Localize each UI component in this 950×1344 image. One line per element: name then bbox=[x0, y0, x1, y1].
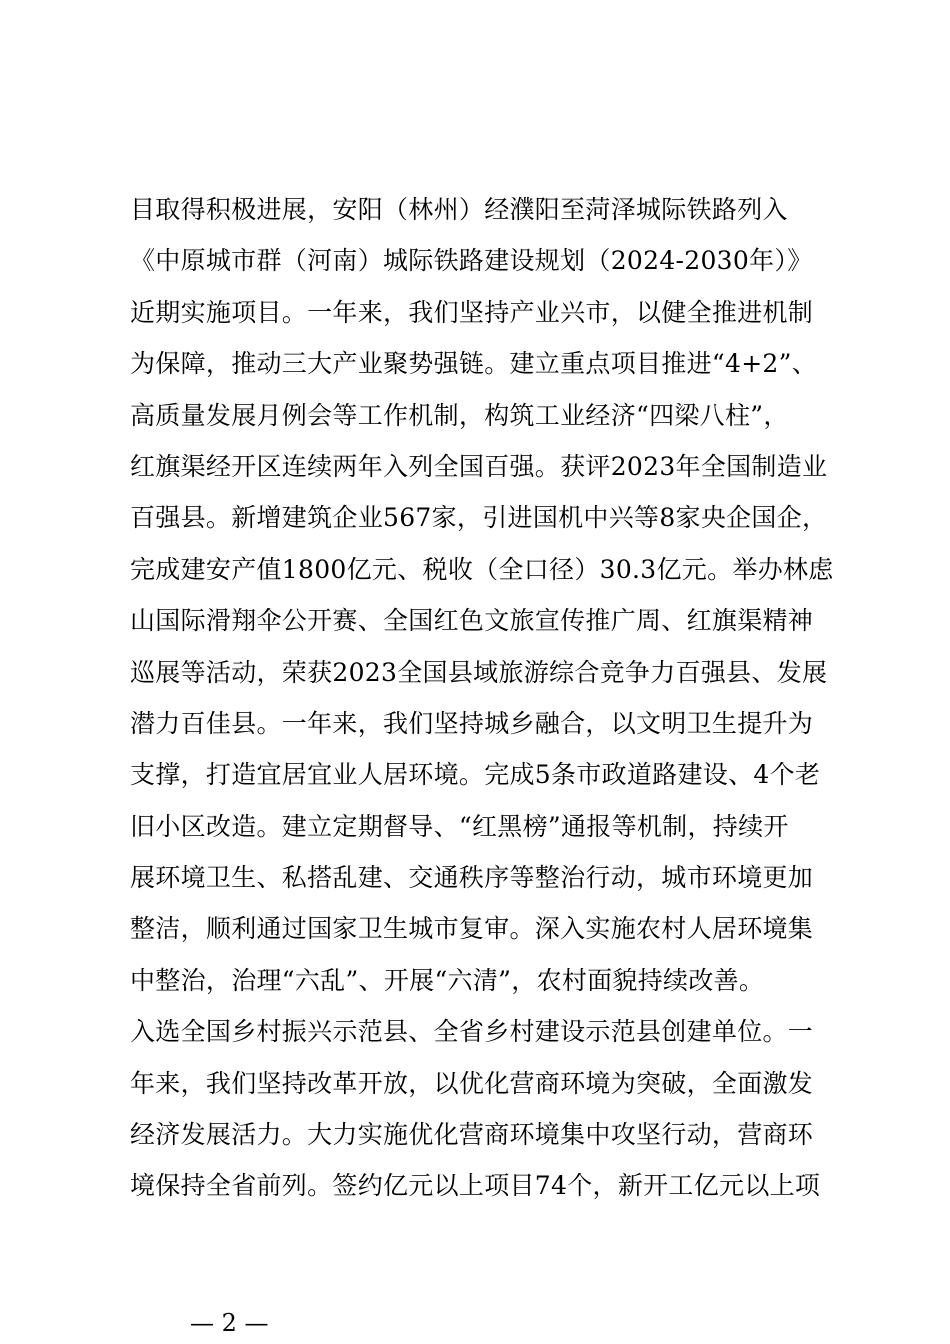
text-line: 整洁，顺利通过国家卫生城市复审。深入实施农村人居环境集 bbox=[130, 914, 814, 944]
text-line: 年来，我们坚持改革开放，以优化营商环境为突破，全面激发 bbox=[130, 1068, 814, 1098]
body-text bbox=[130, 184, 840, 1212]
text-line: 山国际滑翔伞公开赛、全国红色文旅宣传推广周、红旗渠精神 bbox=[130, 606, 814, 636]
text-line: 红旗渠经开区连续两年入列全国百强。获评2023年全国制造业 bbox=[130, 451, 828, 481]
text-line: 百强县。新增建筑企业567家，引进国机中兴等8家央企国企， bbox=[130, 503, 828, 533]
text-line: 近期实施项目。一年来，我们坚持产业兴市，以健全推进机制 bbox=[130, 297, 814, 327]
page-number: — 2 — bbox=[190, 1309, 269, 1337]
text-line: 完成建安产值1800亿元、税收（全口径）30.3亿元。举办林虑 bbox=[130, 554, 834, 584]
text-line: 为保障，推动三大产业聚势强链。建立重点项目推进“4+2”、 bbox=[130, 349, 818, 379]
text-line: 经济发展活力。大力实施优化营商环境集中攻坚行动，营商环 bbox=[130, 1120, 814, 1150]
text-line: 《中原城市群（河南）城际铁路建设规划（2024-2030年）》 bbox=[130, 246, 813, 276]
text-line: 目取得积极进展，安阳（林州）经濮阳至菏泽城际铁路列入 bbox=[130, 195, 788, 224]
text-line: 高质量发展月例会等工作机制，构筑工业经济“四梁八柱”， bbox=[130, 400, 789, 430]
text-line: 支撑，打造宜居宜业人居环境。完成5条市政道路建设、4个老 bbox=[130, 760, 821, 790]
text-line: 巡展等活动，荣获2023全国县域旅游综合竞争力百强县、发展 bbox=[130, 657, 828, 687]
text-line: 潜力百佳县。一年来，我们坚持城乡融合，以文明卫生提升为 bbox=[130, 708, 814, 738]
text-line: 境保持全省前列。签约亿元以上项目74个，新开工亿元以上项 bbox=[130, 1171, 821, 1201]
text-line: 展环境卫生、私搭乱建、交通秩序等整治行动，城市环境更加 bbox=[130, 863, 814, 893]
text-line: 旧小区改造。建立定期督导、“红黑榜”通报等机制，持续开 bbox=[130, 811, 789, 841]
text-line: 入选全国乡村振兴示范县、全省乡村建设示范县创建单位。一 bbox=[130, 1017, 814, 1047]
text-line: 中整治，治理“六乱”、开展“六清”，农村面貌持续改善。 bbox=[130, 965, 765, 995]
